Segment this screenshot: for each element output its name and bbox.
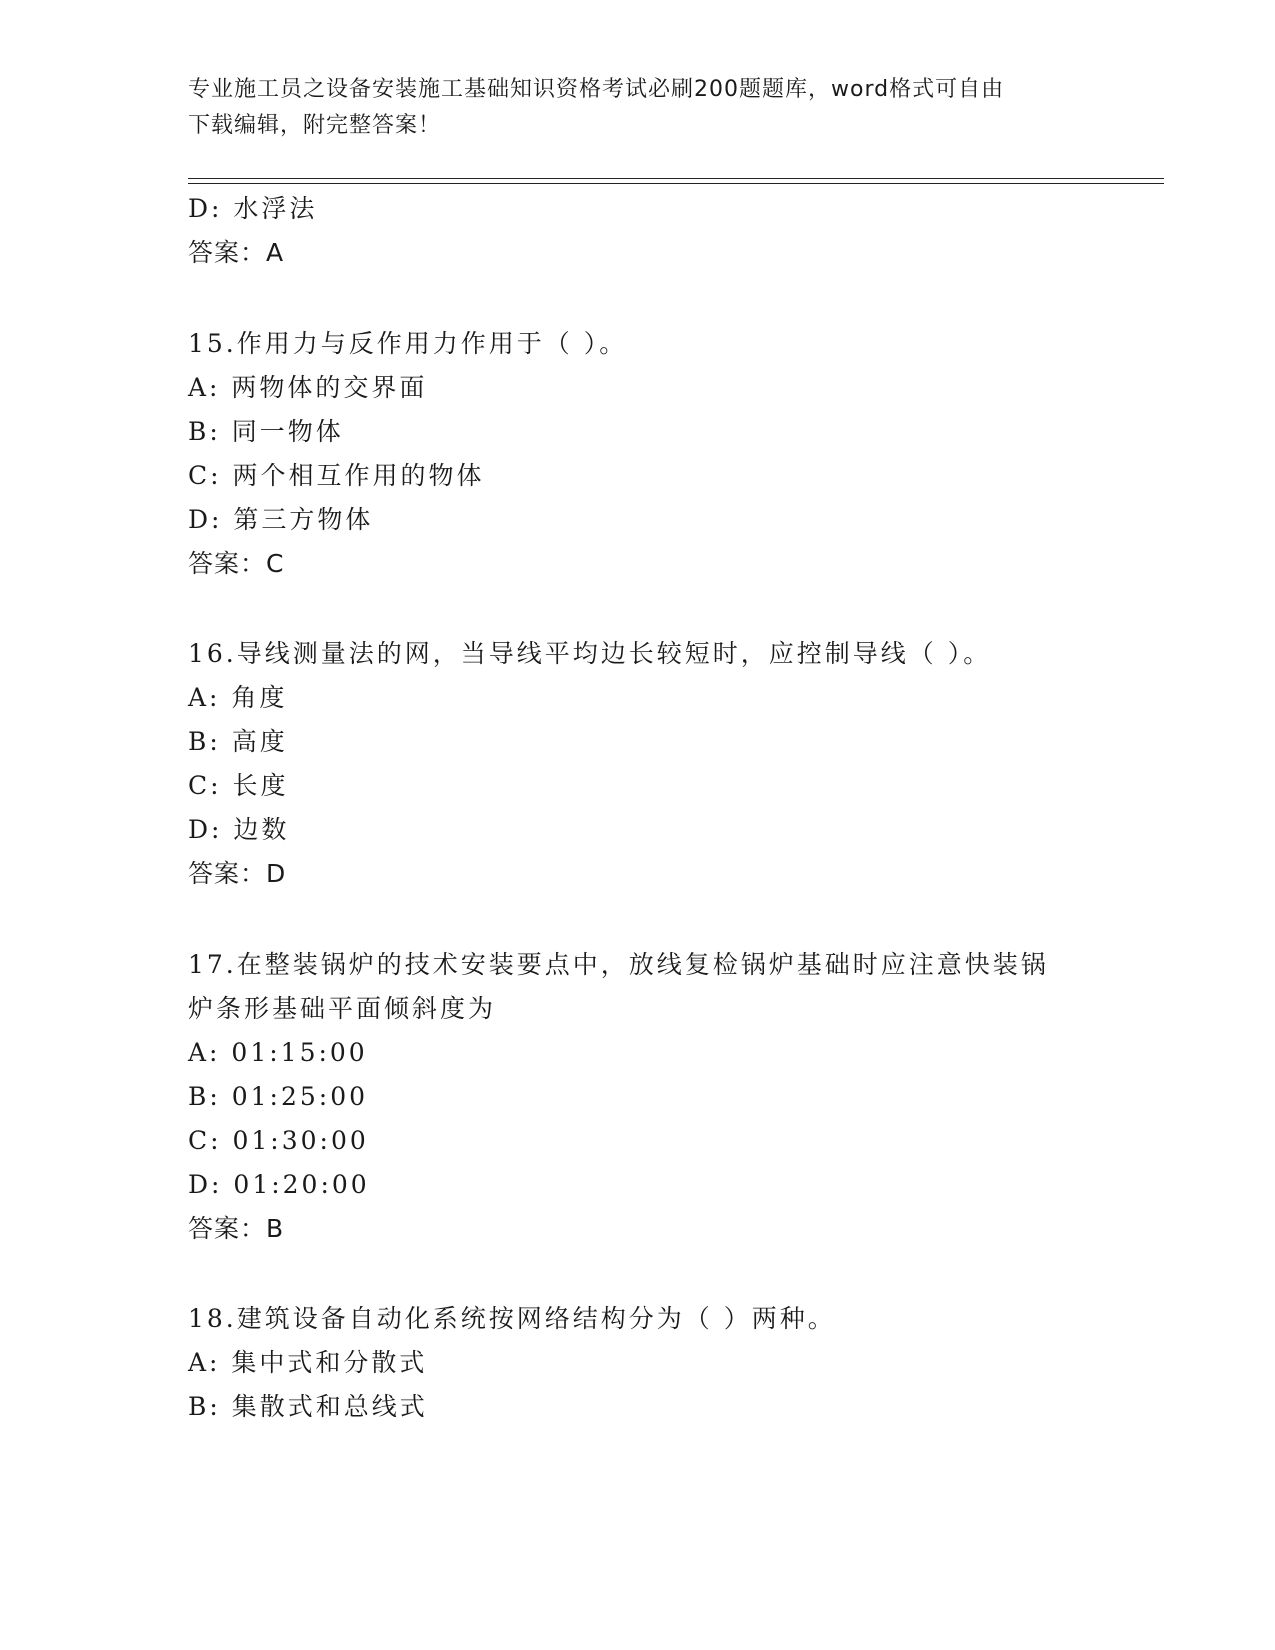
header-line-1: 专业施工员之设备安装施工基础知识资格考试必刷200题题库，word格式可自由 (188, 77, 1005, 102)
q17-answer: 答案：B (188, 1214, 285, 1243)
q18-stem: 18.建筑设备自动化系统按网络结构分为（ ）两种。 (188, 1304, 836, 1333)
header-rule-top (188, 178, 1164, 179)
q18-option-a: A: 集中式和分散式 (188, 1348, 428, 1377)
q15-option-d: D: 第三方物体 (188, 505, 374, 534)
q16-stem: 16.导线测量法的网，当导线平均边长较短时，应控制导线（ ）。 (188, 639, 992, 668)
q17-option-c: C: 01:30:00 (188, 1126, 369, 1155)
q18-option-b: B: 集散式和总线式 (188, 1392, 428, 1421)
header-rule-bottom (188, 183, 1164, 184)
q15-option-b: B: 同一物体 (188, 417, 344, 446)
q15-stem: 15.作用力与反作用力作用于（ ）。 (188, 329, 628, 358)
q17-stem-line-2: 炉条形基础平面倾斜度为 (188, 994, 497, 1023)
q16-answer: 答案：D (188, 859, 287, 888)
q17-option-b: B: 01:25:00 (188, 1082, 369, 1111)
q16-option-a: A: 角度 (188, 683, 288, 712)
q17-option-a: A: 01:15:00 (188, 1038, 368, 1067)
q15-option-a: A: 两物体的交界面 (188, 373, 428, 402)
q15-answer: 答案：C (188, 549, 285, 578)
q14-option-d: D: 水浮法 (188, 194, 318, 223)
document-header (188, 72, 1068, 144)
q17-stem-line-1: 17.在整装锅炉的技术安装要点中，放线复检锅炉基础时应注意快装锅 (188, 950, 1049, 979)
header-line-2: 下载编辑，附完整答案！ (188, 113, 442, 138)
q15-option-c: C: 两个相互作用的物体 (188, 461, 485, 490)
q14-answer: 答案：A (188, 238, 285, 267)
q16-option-c: C: 长度 (188, 771, 289, 800)
q16-option-d: D: 边数 (188, 815, 290, 844)
q16-option-b: B: 高度 (188, 727, 288, 756)
q17-option-d: D: 01:20:00 (188, 1170, 370, 1199)
